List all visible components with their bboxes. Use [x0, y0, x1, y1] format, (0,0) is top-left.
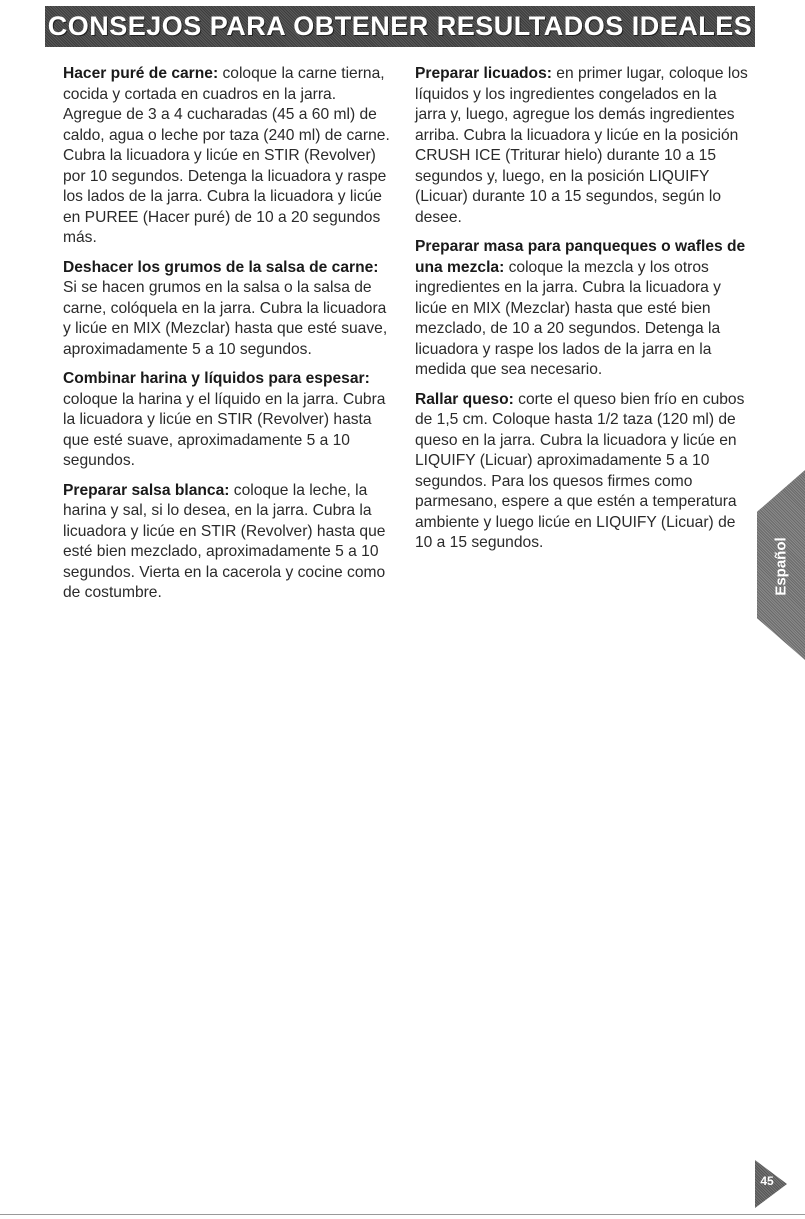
tip-heading: Rallar queso:: [415, 390, 514, 408]
tip-paragraph: [415, 237, 750, 381]
tip-heading: Preparar salsa blanca:: [63, 481, 230, 499]
tip-heading: Hacer puré de carne:: [63, 65, 219, 82]
tip-paragraph: [63, 64, 393, 249]
tip-text: coloque la harina y el líquido en la jarra. Cubra la licuadora y licúe en STIR (Revolver) hasta que esté suave, aproximadamente 5 a 10 segundos.: [63, 390, 386, 469]
tip-heading: Deshacer los grumos de la salsa de carne:: [63, 258, 379, 276]
title-banner: [45, 6, 755, 47]
tip-heading: Combinar harina y líquidos para espesar:: [63, 370, 370, 387]
tip-paragraph: [415, 64, 750, 228]
tip-text: corte el queso bien frío en cubos de 1,5 cm. Coloque hasta 1/2 taza (120 ml) de queso en la jarra. Cubra la licuadora y licúe en LIQUIFY (Licuar) aproximadamente 5 a 10 segundos. Para los quesos firmes como parmesano, espere a que estén a temperatura ambiente y luego licúe en LIQUIFY (Licuar) de 10 a 15 segundos.: [415, 390, 745, 551]
tip-text: Si se hacen grumos en la salsa o la salsa de carne, colóquela en la jarra. Cubra la licuadora y licúe en MIX (Mezclar) hasta que esté suave, aproximadamente 5 a 10 segundos.: [63, 279, 388, 358]
tip-heading: Preparar masa para panqueques o wafles de una mezcla:: [415, 238, 746, 276]
page-number: 45: [760, 1174, 774, 1188]
page-title: CONSEJOS PARA OBTENER RESULTADOS IDEALES: [47, 11, 753, 41]
tip-heading: Preparar licuados:: [415, 65, 552, 82]
tip-text: coloque la mezcla y los otros ingredientes en la jarra. Cubra la licuadora y licúe en MIX (Mezclar) hasta que esté bien mezclado, de 10 a 20 segundos. Detenga la licuadora y raspe los lados de la jarra en la medida que sea necesario.: [415, 258, 721, 378]
tip-paragraph: [63, 369, 393, 472]
language-tab-label-box: [761, 536, 801, 596]
left-column: [63, 64, 393, 613]
tip-paragraph: [63, 481, 393, 604]
tip-paragraph: [415, 390, 750, 554]
tip-paragraph: [63, 258, 393, 361]
language-tab-label: Español: [772, 536, 790, 596]
tip-text: coloque la leche, la harina y sal, si lo desea, en la jarra. Cubra la licuadora y licúe en STIR (Revolver) hasta que esté bien mezclado, aproximadamente 5 a 10 segundos. Vierta en la cacerola y cocine como de costumbre.: [63, 481, 386, 601]
footer-divider: [0, 1214, 805, 1215]
right-column: [415, 64, 750, 563]
tip-text: coloque la carne tierna, cocida y cortada en cuadros en la jarra. Agregue de 3 a 4 cucharadas (45 a 60 ml) de caldo, agua o leche por taza (240 ml) de carne. Cubra la licuadora y licúe en STIR (Revolver) por 10 segundos. Detenga la licuadora y raspe los lados de la jarra. Cubra la licuadora y licúe en PUREE (Hacer puré) de 10 a 20 segundos más.: [63, 65, 390, 246]
tip-text: en primer lugar, coloque los líquidos y los ingredientes congelados en la jarra y, luego, agregue los demás ingredientes arriba. Cubra la licuadora y licúe en la posición CRUSH ICE (Triturar hielo) durante 10 a 15 segundos y, luego, en la posición LIQUIFY (Licuar) durante 10 a 15 segundos, según lo desee.: [415, 65, 748, 226]
